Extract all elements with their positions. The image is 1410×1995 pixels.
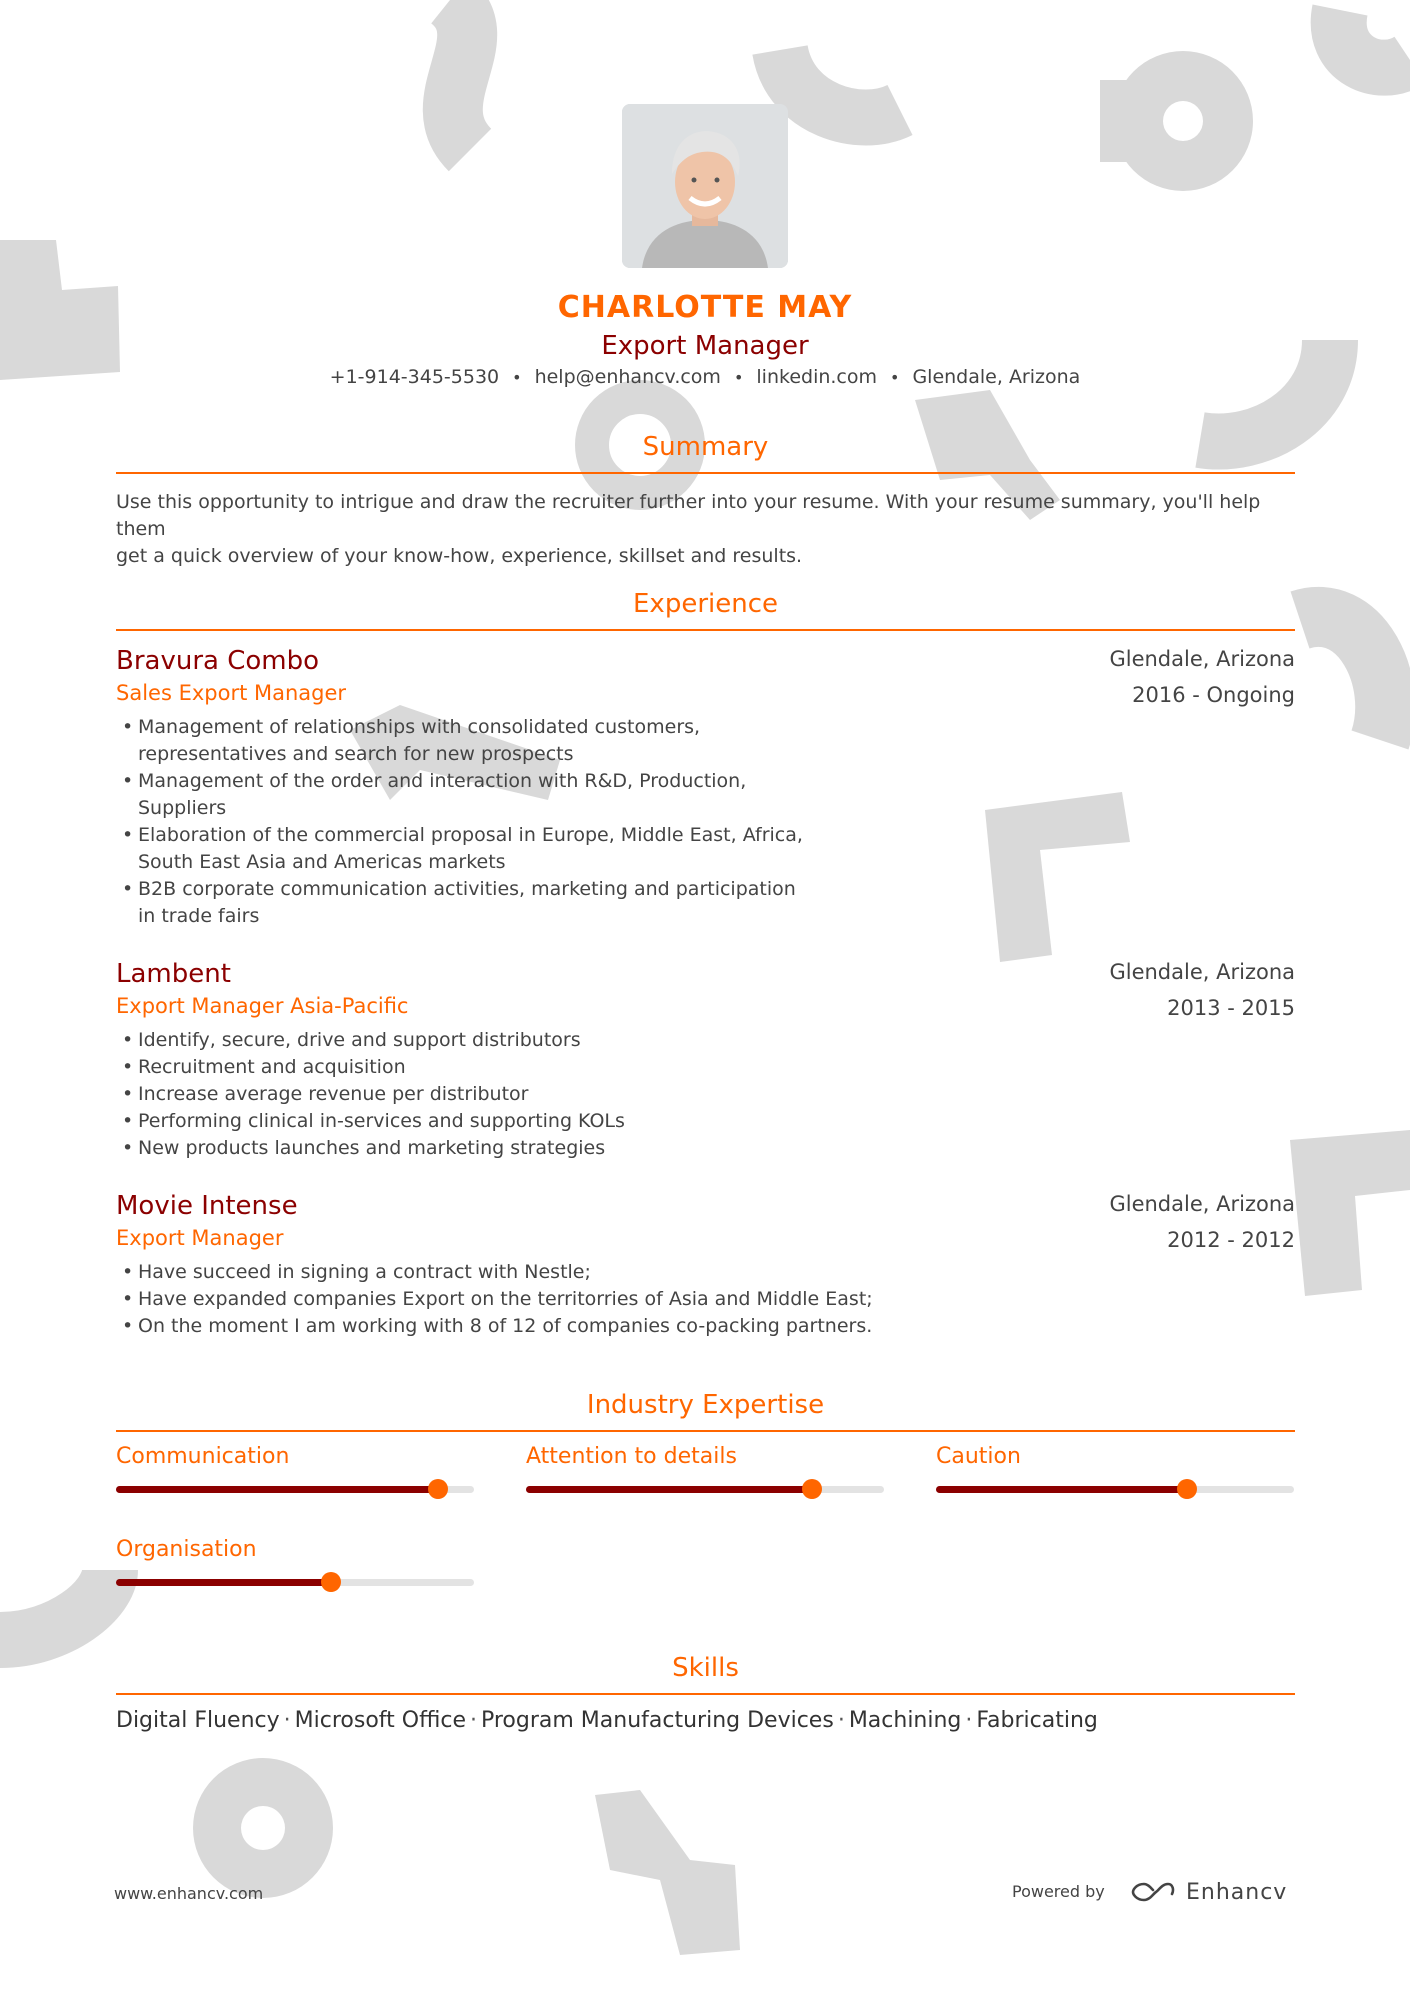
expertise-item (116, 1444, 474, 1469)
list-item: • Management of relationships with consolidated customers, representatives and search for new prospects (116, 714, 1295, 768)
summary-text (116, 489, 1306, 570)
brand-logo[interactable] (1130, 1874, 1287, 1910)
job-bullets (116, 1027, 1295, 1162)
email-link[interactable]: help@enhancv.com (534, 366, 721, 388)
expertise-item (936, 1444, 1294, 1469)
expertise-item (116, 1537, 474, 1562)
skill-separator: · (965, 1708, 973, 1733)
job-dates: 2012 - 2012 (1167, 1228, 1295, 1252)
experience-heading: Experience (633, 589, 778, 619)
skill-tag: Program Manufacturing Devices (480, 1708, 834, 1733)
list-item: • New products launches and marketing strategies (116, 1135, 1295, 1162)
job-role: Export Manager Asia-Pacific (116, 994, 409, 1018)
linkedin-link[interactable]: linkedin.com (756, 366, 878, 388)
expertise-name: Organisation (116, 1537, 257, 1562)
expertise-fill (526, 1486, 812, 1493)
expertise-name: Attention to details (526, 1444, 737, 1469)
skills-heading: Skills (672, 1653, 739, 1683)
brand-name: Enhancv (1186, 1879, 1288, 1905)
job-role: Export Manager (116, 1226, 284, 1250)
job-entry (116, 958, 1295, 1162)
job-entry (116, 1190, 1295, 1340)
skill-tag: Fabricating (976, 1708, 1098, 1733)
list-item: • Identify, secure, drive and support distributors (116, 1027, 1295, 1054)
expertise-track (526, 1486, 884, 1493)
powered-by-label: Powered by (1012, 1882, 1105, 1901)
job-dates: 2016 - Ongoing (1132, 683, 1295, 707)
skills-divider (116, 1693, 1295, 1695)
expertise-item (526, 1444, 884, 1469)
expertise-track (116, 1579, 474, 1586)
experience-divider (116, 629, 1295, 631)
skills-list (116, 1708, 1098, 1733)
footer-url-link[interactable]: www.enhancv.com (114, 1884, 264, 1903)
expertise-divider (116, 1430, 1295, 1432)
list-item: • Increase average revenue per distributor (116, 1081, 1295, 1108)
job-bullets (116, 1259, 1295, 1340)
expertise-track (116, 1486, 474, 1493)
phone-text[interactable]: +1-914-345-5530 (329, 366, 500, 388)
job-company: Bravura Combo (116, 646, 320, 676)
separator-dot: • (733, 368, 744, 387)
separator-dot: • (890, 368, 900, 387)
expertise-track (936, 1486, 1294, 1493)
list-item: • Elaboration of the commercial proposal in Europe, Middle East, Africa, South East Asia and Americas markets (116, 822, 1295, 876)
candidate-name: CHARLOTTE MAY (557, 290, 853, 325)
contact-line (0, 366, 1410, 388)
expertise-knob (802, 1479, 822, 1499)
job-role: Sales Export Manager (116, 681, 347, 705)
skill-tag: Digital Fluency (116, 1708, 280, 1733)
candidate-title: Export Manager (601, 331, 809, 361)
skill-separator: · (469, 1708, 477, 1733)
job-dates: 2013 - 2015 (1167, 996, 1295, 1020)
expertise-knob (321, 1572, 341, 1592)
expertise-name: Caution (936, 1444, 1021, 1469)
job-location: Glendale, Arizona (1109, 647, 1295, 671)
enhancv-logo-icon (1130, 1880, 1176, 1904)
list-item: • B2B corporate communication activities, marketing and participation in trade fairs (116, 876, 1295, 930)
summary-heading: Summary (642, 432, 769, 462)
expertise-knob (1177, 1479, 1197, 1499)
expertise-fill (116, 1486, 438, 1493)
location-text: Glendale, Arizona (912, 366, 1081, 388)
job-company: Lambent (116, 959, 231, 989)
skill-tag: Microsoft Office (294, 1708, 466, 1733)
summary-line: Use this opportunity to intrigue and draw the recruiter further into your resume. With your resume summary, you'll help them (116, 491, 1261, 540)
profile-photo (622, 104, 788, 268)
summary-divider (116, 472, 1295, 474)
expertise-name: Communication (116, 1444, 290, 1469)
expertise-fill (936, 1486, 1187, 1493)
job-location: Glendale, Arizona (1109, 960, 1295, 984)
job-company: Movie Intense (116, 1191, 298, 1221)
skill-separator: · (837, 1708, 845, 1733)
list-item: • Have succeed in signing a contract with Nestle; (116, 1259, 1295, 1286)
skill-separator: · (283, 1708, 291, 1733)
job-location: Glendale, Arizona (1109, 1192, 1295, 1216)
job-bullets (116, 714, 1295, 930)
separator-dot: • (512, 368, 522, 387)
expertise-knob (428, 1479, 448, 1499)
list-item: • Have expanded companies Export on the territorries of Asia and Middle East; (116, 1286, 1295, 1313)
list-item: • On the moment I am working with 8 of 12 of companies co-packing partners. (116, 1313, 1295, 1340)
expertise-heading: Industry Expertise (586, 1390, 825, 1420)
expertise-fill (116, 1579, 331, 1586)
job-entry (116, 645, 1295, 930)
list-item: • Recruitment and acquisition (116, 1054, 1295, 1081)
summary-line: get a quick overview of your know-how, experience, skillset and results. (116, 545, 803, 567)
list-item: • Performing clinical in-services and supporting KOLs (116, 1108, 1295, 1135)
avatar-icon (622, 104, 788, 268)
list-item: • Management of the order and interaction with R&D, Production, Suppliers (116, 768, 1295, 822)
skill-tag: Machining (848, 1708, 962, 1733)
